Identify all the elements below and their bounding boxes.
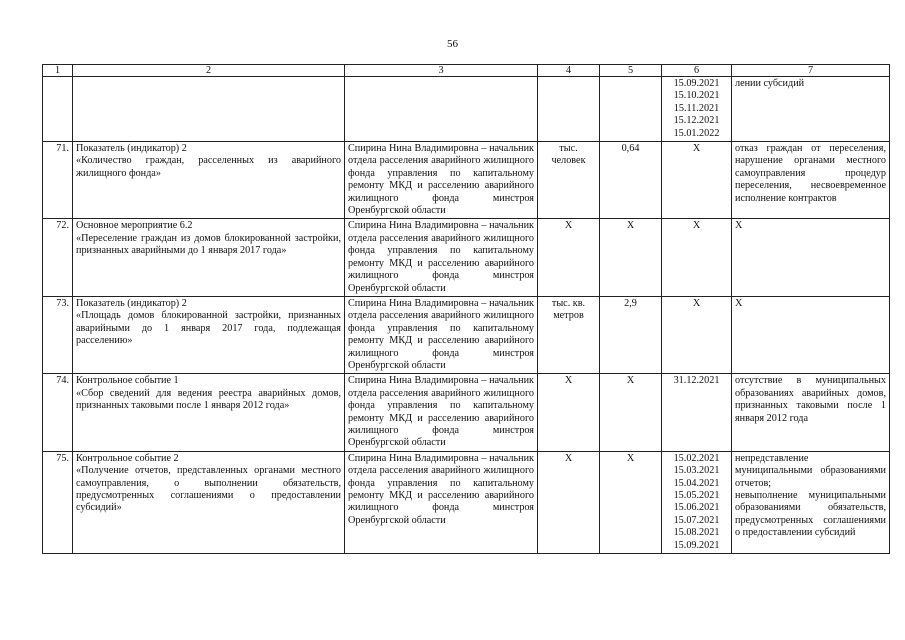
unit-cell: Х (538, 374, 600, 451)
column-header: 3 (345, 65, 538, 77)
value-cell: Х (600, 451, 662, 553)
dates-cell: 15.09.2021 15.10.2021 15.11.2021 15.12.2021 15.01.2022 (662, 77, 732, 142)
table-row (43, 451, 890, 553)
column-header: 7 (732, 65, 890, 77)
dates-cell: 31.12.2021 (662, 374, 732, 451)
page-number: 56 (447, 38, 458, 50)
row-number-cell (43, 77, 73, 142)
responsible-person-cell: Спирина Нина Владимировна – начальник отдела расселения аварийного жилищного фонда управления по капитальному ремонту МКД и расселению аварийного жилищного фонда минстроя Оренбургской области (345, 219, 538, 296)
event-title-cell: Показатель (индикатор) 2 «Количество граждан, расселенных из аварийного жилищного фонда» (73, 142, 345, 219)
unit-cell: тыс. человек (538, 142, 600, 219)
responsible-person-cell: Спирина Нина Владимировна – начальник отдела расселения аварийного жилищного фонда управления по капитальному ремонту МКД и расселению аварийного жилищного фонда минстроя Оренбургской области (345, 374, 538, 451)
row-number-cell: 72. (43, 219, 73, 296)
table-row (43, 219, 890, 296)
risks-cell: отказ граждан от переселения, нарушение органами местного самоуправления процедур переселения, несвоевременное исполнение контрактов (732, 142, 890, 219)
dates-cell: Х (662, 296, 732, 373)
dates-cell: 15.02.2021 15.03.2021 15.04.2021 15.05.2021 15.06.2021 15.07.2021 15.08.2021 15.09.2021 (662, 451, 732, 553)
table-row (43, 374, 890, 451)
unit-cell: тыс. кв. метров (538, 296, 600, 373)
column-header: 1 (43, 65, 73, 77)
event-title-cell: Контрольное событие 1 «Сбор сведений для ведения реестра аварийных домов, признанных таковыми после 1 января 2012 года» (73, 374, 345, 451)
risks-cell: Х (732, 296, 890, 373)
unit-cell: Х (538, 451, 600, 553)
table-row (43, 77, 890, 142)
table-row (43, 142, 890, 219)
responsible-person-cell: Спирина Нина Владимировна – начальник отдела расселения аварийного жилищного фонда управления по капитальному ремонту МКД и расселению аварийного жилищного фонда минстроя Оренбургской области (345, 451, 538, 553)
unit-cell: Х (538, 219, 600, 296)
column-number-row (43, 65, 890, 77)
risks-cell: непредставление муниципальными образованиями отчетов; невыполнение муниципальными образованиями обязательств, предусмотренных соглашениями о предоставлении субсидий (732, 451, 890, 553)
value-cell: 2,9 (600, 296, 662, 373)
row-number-cell: 74. (43, 374, 73, 451)
column-header: 5 (600, 65, 662, 77)
event-title-cell (73, 77, 345, 142)
row-number-cell: 71. (43, 142, 73, 219)
responsible-person-cell: Спирина Нина Владимировна – начальник отдела расселения аварийного жилищного фонда управления по капитальному ремонту МКД и расселению аварийного жилищного фонда минстроя Оренбургской области (345, 296, 538, 373)
event-title-cell: Контрольное событие 2 «Получение отчетов, представленных органами местного самоуправления, о выполнении обязательств, предусмотренных соглашениями о предоставлении субсидий» (73, 451, 345, 553)
row-number-cell: 73. (43, 296, 73, 373)
risks-cell: лении субсидий (732, 77, 890, 142)
value-cell: Х (600, 374, 662, 451)
event-title-cell: Показатель (индикатор) 2 «Площадь домов блокированной застройки, признанных аварийными до 1 января 2017 года, подлежащая расселению» (73, 296, 345, 373)
value-cell (600, 77, 662, 142)
row-number-cell: 75. (43, 451, 73, 553)
plan-table (42, 64, 890, 554)
dates-cell: Х (662, 142, 732, 219)
column-header: 4 (538, 65, 600, 77)
dates-cell: Х (662, 219, 732, 296)
risks-cell: отсутствие в муниципальных образованиях аварийных домов, признанных таковыми после 1 января 2012 года (732, 374, 890, 451)
value-cell: Х (600, 219, 662, 296)
unit-cell (538, 77, 600, 142)
column-header: 6 (662, 65, 732, 77)
column-header: 2 (73, 65, 345, 77)
value-cell: 0,64 (600, 142, 662, 219)
event-title-cell: Основное мероприятие 6.2 «Переселение граждан из домов блокированной застройки, признанных аварийными до 1 января 2017 года» (73, 219, 345, 296)
responsible-person-cell: Спирина Нина Владимировна – начальник отдела расселения аварийного жилищного фонда управления по капитальному ремонту МКД и расселению аварийного жилищного фонда минстроя Оренбургской области (345, 142, 538, 219)
responsible-person-cell (345, 77, 538, 142)
table-row (43, 296, 890, 373)
risks-cell: Х (732, 219, 890, 296)
